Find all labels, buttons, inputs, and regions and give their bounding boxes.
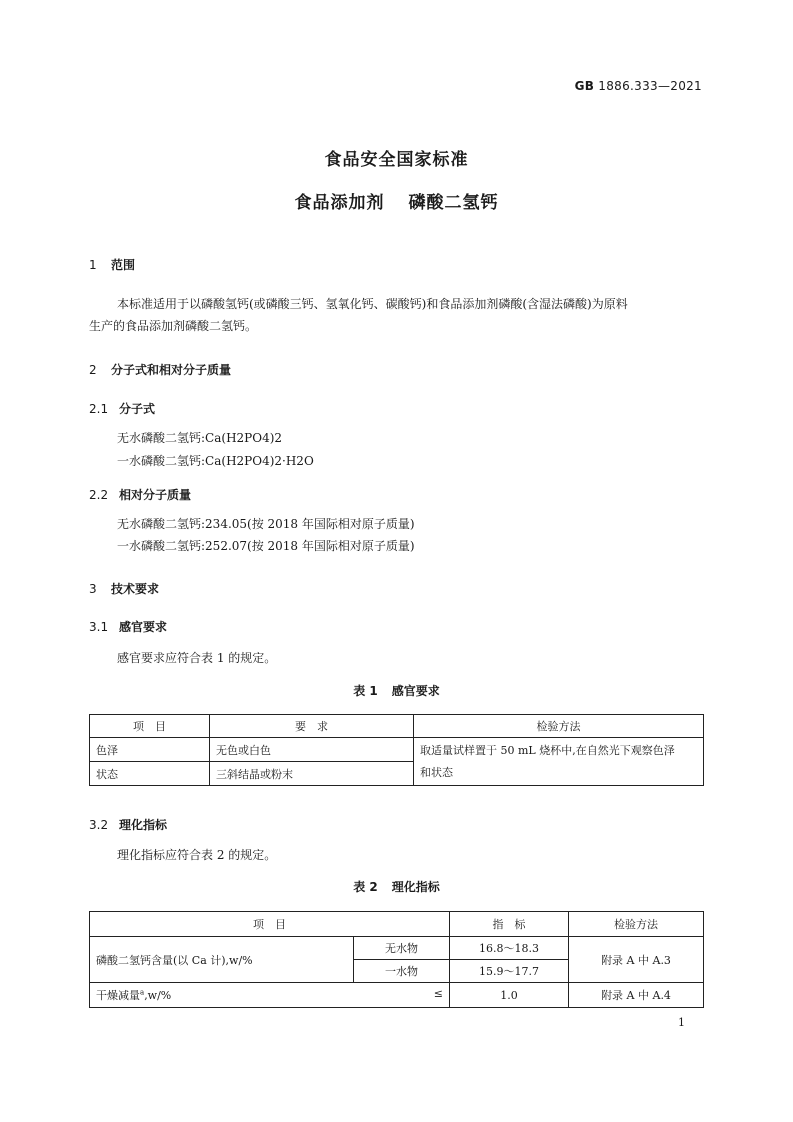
- table-2-caption: 表 2 理化指标: [353, 880, 440, 894]
- formula-monohydrate-value: Ca(H2PO4)2·H2O: [205, 454, 314, 468]
- table-cell-content-item: 磷酸二氢钙含量(以 Ca 计),w/%: [90, 937, 354, 983]
- table-2-header-row: [90, 912, 704, 937]
- section-3-2-text: 理化指标应符合表 2 的规定。: [117, 848, 277, 862]
- table-cell-drying-loss: 干燥减量$^a$,w/% ≤: [90, 983, 450, 1008]
- title-part-a: 食品添加剂: [294, 193, 385, 213]
- standard-number: 1886.333—2021: [598, 79, 702, 93]
- sensory-requirements-table: [89, 714, 704, 786]
- table-cell-content-method: 附录 A 中 A.3: [569, 937, 704, 983]
- page-number: 1: [678, 1016, 685, 1029]
- table-row: [90, 738, 704, 762]
- formula-monohydrate: 一水磷酸二氢钙:Ca(H2PO4)2·H2O: [117, 454, 314, 468]
- table-1-caption: 表 1 感官要求: [353, 684, 440, 698]
- section-3-1-text: 感官要求应符合表 1 的规定。: [117, 651, 277, 665]
- table-cell-anhydrous: 无水物: [354, 937, 450, 960]
- mass-monohydrate: 一水磷酸二氢钙:252.07(按 2018 年国际相对原子质量): [117, 539, 415, 553]
- section-2-2-heading: 2.2 相对分子质量: [89, 488, 192, 502]
- table-cell-item: 状态: [90, 762, 210, 786]
- table-cell-monohydrate: 一水物: [354, 960, 450, 983]
- table-row: [90, 937, 704, 960]
- mass-anhydrous: 无水磷酸二氢钙:234.05(按 2018 年国际相对原子质量): [117, 517, 415, 531]
- section-2-heading: 2 分子式和相对分子质量: [89, 363, 232, 377]
- section-1-text-line2: 生产的食品添加剂磷酸二氢钙。: [89, 319, 258, 333]
- section-3-1-heading: 3.1 感官要求: [89, 620, 168, 634]
- standard-code: [575, 79, 702, 93]
- section-1-text-line1: 本标准适用于以磷酸氢钙(或磷酸三钙、氢氧化钙、碳酸钙)和食品添加剂磷酸(含湿法磷酸)为原料: [117, 297, 628, 311]
- table-cell-anhydrous-value: 16.8～18.3: [450, 937, 569, 960]
- less-equal-operator: ≤: [433, 987, 443, 1000]
- table-cell-monohydrate-value: 15.9～17.7: [450, 960, 569, 983]
- formula-anhydrous: 无水磷酸二氢钙:Ca(H2PO4)2: [117, 431, 283, 445]
- table-1-header-requirement: 要 求: [210, 715, 414, 738]
- standard-prefix: GB: [574, 79, 595, 93]
- formula-anhydrous-value: Ca(H2PO4)2: [205, 431, 283, 445]
- table-1-header-row: [90, 715, 704, 738]
- section-3-2-heading: 3.2 理化指标: [89, 818, 168, 832]
- table-2-header-item: 项 目: [90, 912, 450, 937]
- table-cell-item: 色泽: [90, 738, 210, 762]
- physicochemical-indicators-table: [89, 911, 704, 1008]
- table-1-header-item: 项 目: [90, 715, 210, 738]
- table-cell-requirement: 无色或白色: [210, 738, 414, 762]
- section-3-heading: 3 技术要求: [89, 582, 160, 596]
- section-1-heading: 1 范围: [89, 258, 136, 272]
- table-cell-drying-loss-value: 1.0: [450, 983, 569, 1008]
- title-part-b: 磷酸二氢钙: [408, 193, 499, 213]
- table-2-header-indicator: 指 标: [450, 912, 569, 937]
- table-cell-drying-loss-method: 附录 A 中 A.4: [569, 983, 704, 1008]
- document-title-line2: [0, 188, 793, 213]
- table-1-method-cell: 取适量试样置于 50 mL 烧杯中,在自然光下观察色泽 和状态: [414, 738, 704, 786]
- table-1-header-method: 检验方法: [414, 715, 704, 738]
- table-cell-requirement: 三斜结晶或粉末: [210, 762, 414, 786]
- table-2-header-method: 检验方法: [569, 912, 704, 937]
- document-title-line1: 食品安全国家标准: [324, 150, 469, 170]
- table-row: [90, 983, 704, 1008]
- section-2-1-heading: 2.1 分子式: [89, 402, 156, 416]
